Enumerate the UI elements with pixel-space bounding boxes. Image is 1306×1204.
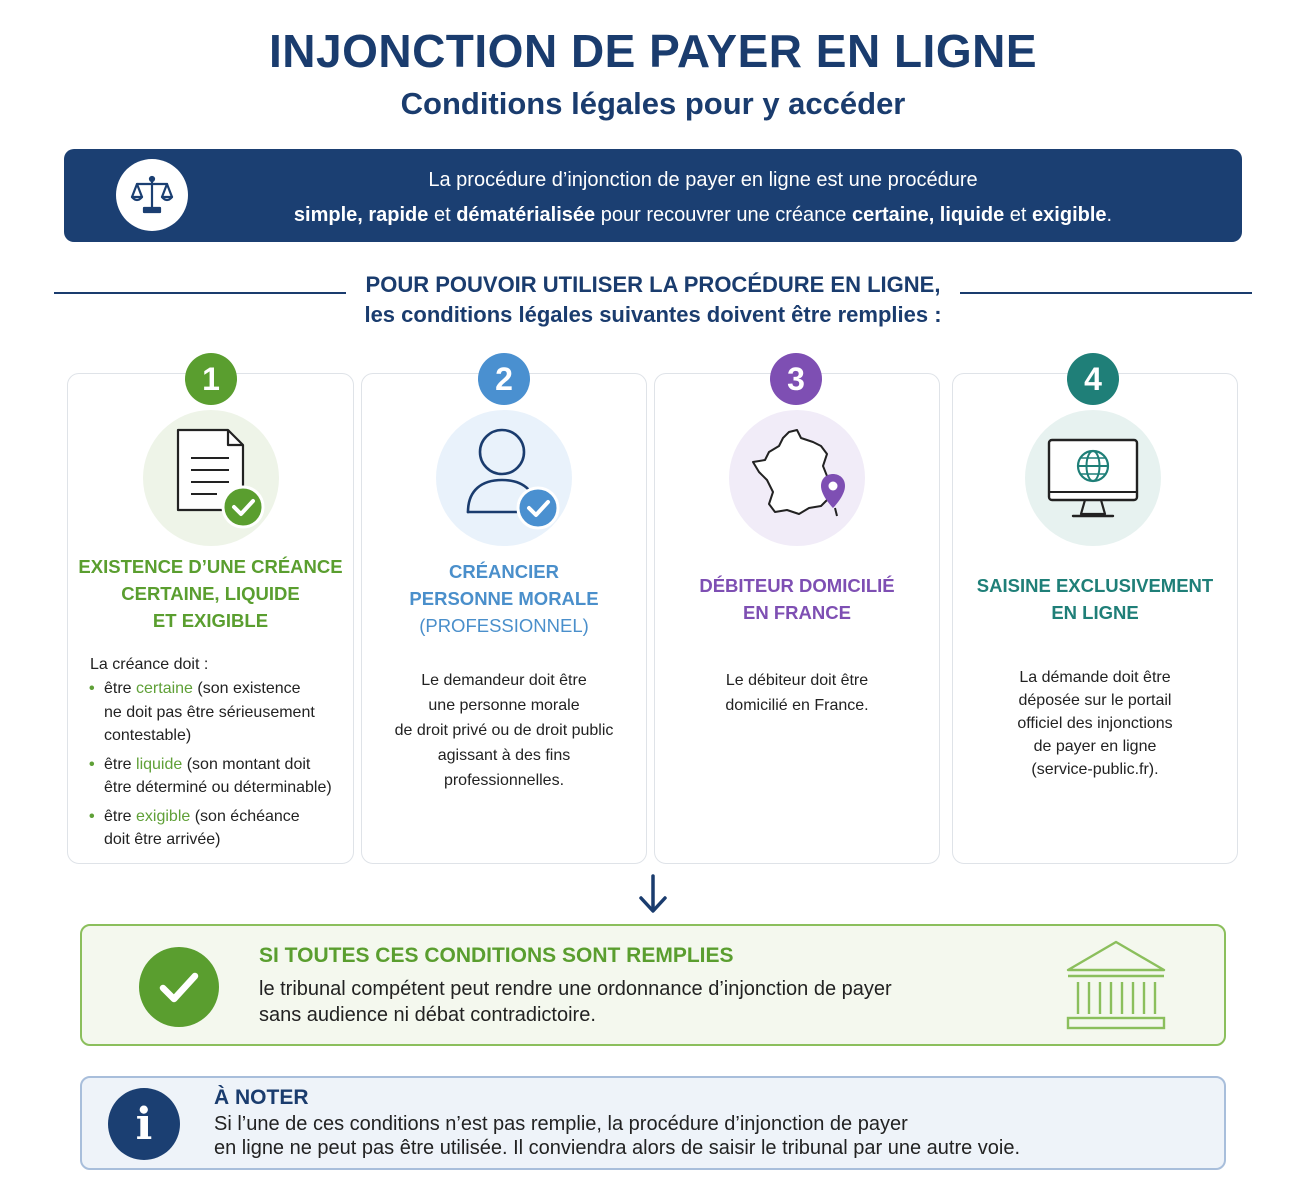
note-text: Si l’une de ces conditions n’est pas remplie, la procédure d’injonction de payer en ligne ne peut pas être utilisée. Il conviendra alors de saisir le tribunal par une autre voie. [214,1113,1021,1159]
note-title: À NOTER [214,1086,309,1109]
condition-4-body: La démande doit être déposée sur le portail officiel des injonctions de payer en ligne (service-public.fr). [1017,669,1173,778]
result-title: SI TOUTES CES CONDITIONS SONT REMPLIES [259,944,734,967]
condition-2-body: Le demandeur doit être une personne morale de droit privé ou de droit public agissant à des fins professionnelles. [394,672,614,789]
condition-1-number: 1 [185,353,237,405]
document-check-icon [143,410,279,546]
intro-text [204,163,1202,233]
result-text: le tribunal compétent peut rendre une ordonnance d’injonction de payer sans audience ni débat contradictoire. [259,978,892,1026]
condition-1-title: EXISTENCE D’UNE CRÉANCE CERTAINE, LIQUIDE ET EXIGIBLE [78,556,343,631]
section-heading-line-1: POUR POUVOIR UTILISER LA PROCÉDURE EN LIGNE, [365,272,941,297]
info-icon: i [108,1088,180,1160]
condition-3-number: 3 [770,353,822,405]
result-box [80,924,1226,1046]
condition-3-body: Le débiteur doit être domicilié en France. [725,672,869,714]
intro-line-1: La procédure d’injonction de payer en ligne est une procédure [428,169,978,191]
condition-4-number: 4 [1067,353,1119,405]
condition-2-title: CRÉANCIER PERSONNE MORALE (PROFESSIONNEL) [409,561,599,636]
page-subtitle: Conditions légales pour y accéder [400,86,906,121]
list-item: • être exigible (son échéance doit être arrivée) [89,807,300,848]
intro-banner [64,149,1242,242]
intro-line-2: simple, rapide et dématérialisée pour recouvrer une créance certaine, liquide et exigible. [293,204,1113,226]
condition-1-intro: La créance doit : [90,656,209,673]
condition-4-title: SAISINE EXCLUSIVEMENT EN LIGNE [976,575,1214,623]
condition-2-number: 2 [478,353,530,405]
check-circle-icon [139,947,219,1027]
arrow-down-icon [636,872,670,916]
user-check-icon [436,410,572,546]
section-heading-line-2: les conditions légales suivantes doivent être remplies : [364,302,942,327]
note-box [80,1076,1226,1170]
list-item: • être liquide (son montant doit être déterminé ou déterminable) [89,755,332,796]
condition-3-title: DÉBITEUR DOMICILIÉ EN FRANCE [699,575,895,623]
france-map-pin-icon [729,410,865,546]
computer-globe-icon [1025,410,1161,546]
page-title: INJONCTION DE PAYER EN LIGNE [268,25,1037,77]
condition-1-list [88,677,348,857]
section-heading [0,270,1306,330]
scales-icon [116,159,188,231]
list-item: • être certaine (son existence ne doit pas être sérieusement contestable) [89,680,315,744]
courthouse-icon [1064,938,1168,1032]
